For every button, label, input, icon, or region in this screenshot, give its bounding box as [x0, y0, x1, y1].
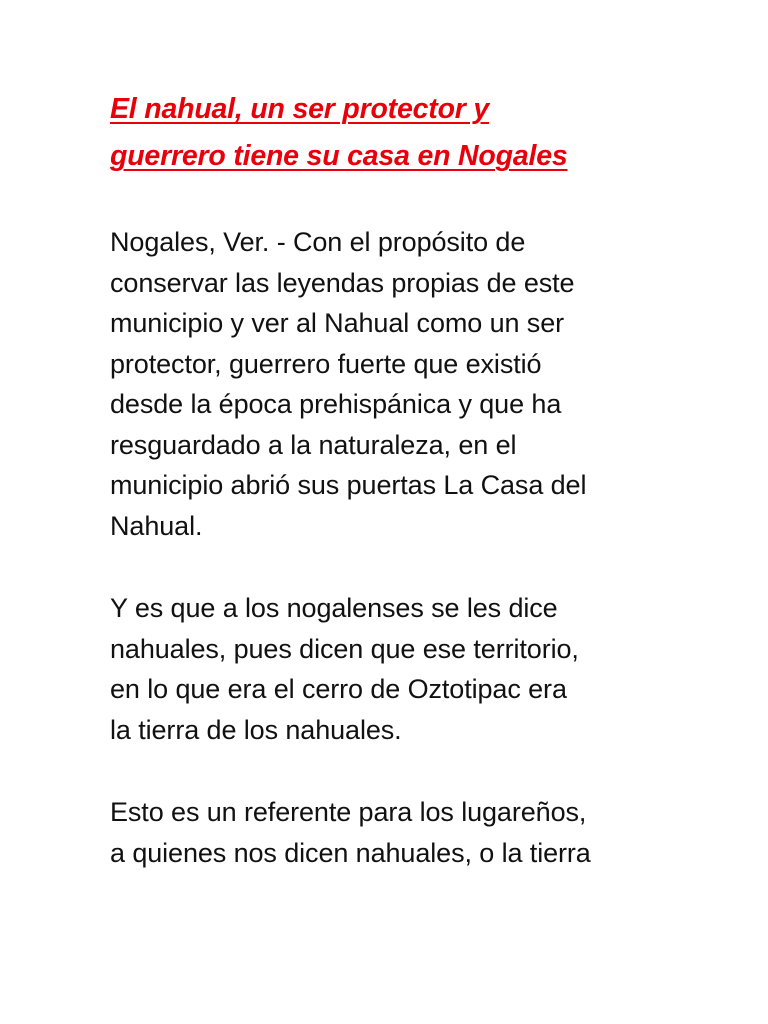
text-line: nahuales, pues dicen que ese territorio,	[110, 633, 579, 664]
text-line: protector, guerrero fuerte que existió	[110, 348, 542, 379]
document-content	[110, 86, 710, 873]
text-line: conservar las leyendas propias de este	[110, 267, 575, 298]
text-line: Esto es un referente para los lugareños,	[110, 797, 587, 827]
text-line: municipio y ver al Nahual como un ser	[110, 308, 565, 338]
text-line: Nahual.	[110, 510, 203, 541]
text-line: a quienes nos dicen nahuales, o la tierra	[110, 837, 591, 868]
paragraph-referente	[110, 792, 710, 873]
paragraph-nogalenses	[110, 588, 710, 750]
text-line: la tierra de los nahuales.	[110, 714, 402, 745]
headline	[110, 86, 710, 180]
text-line: desde la época prehispánica y que ha	[110, 389, 562, 419]
text-line: municipio abrió sus puertas La Casa del	[110, 470, 587, 500]
headline-line: El nahual, un ser protector y	[110, 93, 490, 125]
text-line: Y es que a los nogalenses se les dice	[110, 593, 558, 623]
text-line: Nogales, Ver. - Con el propósito de	[110, 227, 526, 257]
text-line: en lo que era el cerro de Oztotipac era	[110, 674, 567, 704]
headline-line: guerrero tiene su casa en Nogales	[110, 140, 568, 172]
text-line: resguardado a la naturaleza, en el	[110, 429, 517, 460]
paragraph-intro	[110, 222, 710, 546]
